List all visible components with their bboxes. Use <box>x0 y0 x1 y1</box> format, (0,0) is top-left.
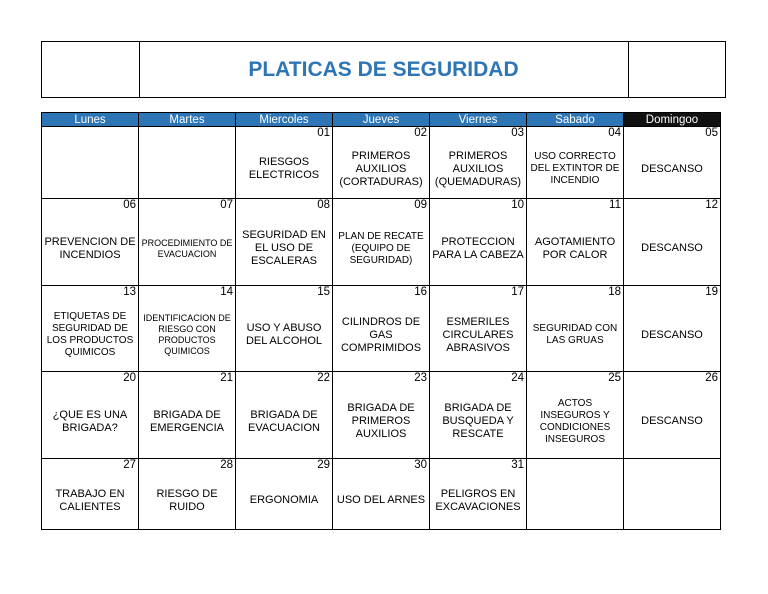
topic-text: BRIGADA DE BUSQUEDA Y RESCATE <box>442 402 514 440</box>
day-cell <box>430 286 527 372</box>
day-number: 14 <box>220 286 233 298</box>
day-cell <box>236 127 333 199</box>
day-header-miercoles: Miercoles <box>236 113 333 127</box>
day-number: 12 <box>705 199 718 211</box>
day-cell <box>624 459 721 530</box>
topic-text: ETIQUETAS DE SEGURIDAD DE LOS PRODUCTOS QUIMICOS <box>46 311 134 358</box>
day-cell <box>624 372 721 459</box>
day-header-row <box>42 113 721 127</box>
day-cell <box>42 199 139 286</box>
day-header-jueves: Jueves <box>333 113 430 127</box>
day-number: 10 <box>511 199 524 211</box>
page-title: PLATICAS DE SEGURIDAD <box>248 58 519 81</box>
title-divider-right <box>628 42 629 97</box>
day-cell <box>527 286 624 372</box>
day-cell <box>527 459 624 530</box>
day-cell <box>333 459 430 530</box>
day-number: 04 <box>608 127 621 139</box>
week-row <box>42 199 721 286</box>
day-header-lunes: Lunes <box>42 113 139 127</box>
topic-text <box>44 140 136 198</box>
day-cell <box>527 372 624 459</box>
day-number: 25 <box>608 372 621 384</box>
topic-text: ¿QUE ES UNA BRIGADA? <box>52 408 128 434</box>
topic-text: ERGONOMIA <box>249 494 319 506</box>
day-cell <box>624 127 721 199</box>
week-row <box>42 459 721 530</box>
topic-text <box>626 472 718 529</box>
topic-text: PELIGROS EN EXCAVACIONES <box>435 487 521 513</box>
day-cell <box>430 372 527 459</box>
day-number: 08 <box>317 199 330 211</box>
week-row <box>42 127 721 199</box>
day-cell <box>236 372 333 459</box>
topic-text: PRIMEROS AUXILIOS (QUEMADURAS) <box>434 149 522 188</box>
day-number: 09 <box>414 199 427 211</box>
topic-text: AGOTAMIENTO POR CALOR <box>534 235 616 261</box>
day-cell <box>333 127 430 199</box>
topic-text: BRIGADA DE PRIMEROS AUXILIOS <box>347 402 415 440</box>
day-number: 18 <box>608 286 621 298</box>
topic-text: IDENTIFICACION DE RIESGO CON PRODUCTOS QUIMICOS <box>143 313 231 356</box>
day-number: 05 <box>705 127 718 139</box>
topic-text: PROCEDIMIENTO DE EVACUACION <box>141 237 233 259</box>
day-header-domingo: Domingoo <box>624 113 721 127</box>
day-number: 17 <box>511 286 524 298</box>
topic-text: PREVENCION DE INCENDIOS <box>44 235 136 261</box>
topic-text: BRIGADA DE EMERGENCIA <box>150 408 224 434</box>
day-number: 02 <box>414 127 427 139</box>
day-cell <box>42 459 139 530</box>
day-cell <box>236 199 333 286</box>
day-cell <box>333 199 430 286</box>
week-row <box>42 286 721 372</box>
day-cell <box>333 286 430 372</box>
day-cell <box>527 127 624 199</box>
title-box <box>41 41 726 98</box>
day-number: 13 <box>123 286 136 298</box>
topic-text: ACTOS INSEGUROS Y CONDICIONES INSEGUROS <box>539 397 611 445</box>
day-number: 15 <box>317 286 330 298</box>
topic-text: USO Y ABUSO DEL ALCOHOL <box>245 322 322 347</box>
topic-text: PROTECCION PARA LA CABEZA <box>432 235 524 261</box>
day-cell <box>430 459 527 530</box>
topic-text: PRIMEROS AUXILIOS (CORTADURAS) <box>339 149 423 188</box>
day-cell <box>42 127 139 199</box>
day-number: 31 <box>511 459 524 471</box>
day-cell <box>42 372 139 459</box>
topic-text: SEGURIDAD EN EL USO DE ESCALERAS <box>242 229 326 267</box>
day-cell <box>139 459 236 530</box>
calendar-table <box>41 112 721 530</box>
day-cell <box>430 199 527 286</box>
day-number: 11 <box>609 199 621 211</box>
topic-text <box>529 472 621 529</box>
day-number: 28 <box>220 459 233 471</box>
day-cell <box>624 286 721 372</box>
topic-text <box>141 140 233 198</box>
day-number: 24 <box>511 372 524 384</box>
day-number: 01 <box>317 127 330 139</box>
topic-text: ESMERILES CIRCULARES ABRASIVOS <box>442 315 514 354</box>
topic-text: DESCANSO <box>641 415 703 427</box>
topic-text: DESCANSO <box>641 328 703 341</box>
day-number: 23 <box>414 372 427 384</box>
day-header-sabado: Sabado <box>527 113 624 127</box>
topic-text: RIESGO DE RUIDO <box>156 487 218 513</box>
topic-text: BRIGADA DE EVACUACION <box>248 408 320 434</box>
day-number: 22 <box>317 372 330 384</box>
topic-text: PLAN DE RECATE (EQUIPO DE SEGURIDAD) <box>338 230 424 266</box>
day-cell <box>236 286 333 372</box>
day-cell <box>624 199 721 286</box>
day-number: 20 <box>123 372 136 384</box>
day-cell <box>333 372 430 459</box>
day-number: 27 <box>123 459 136 471</box>
day-number: 19 <box>705 286 718 298</box>
day-header-viernes: Viernes <box>430 113 527 127</box>
day-cell <box>139 199 236 286</box>
topic-text: USO DEL ARNES <box>336 494 426 506</box>
day-cell <box>527 199 624 286</box>
week-row <box>42 372 721 459</box>
day-number: 30 <box>414 459 427 471</box>
day-number: 03 <box>511 127 524 139</box>
day-header-martes: Martes <box>139 113 236 127</box>
day-number: 06 <box>123 199 136 211</box>
day-number: 07 <box>220 199 233 211</box>
day-cell <box>139 127 236 199</box>
day-cell <box>139 372 236 459</box>
day-number: 16 <box>414 286 427 298</box>
day-number: 21 <box>220 372 233 384</box>
topic-text: USO CORRECTO DEL EXTINTOR DE INCENDIO <box>530 151 620 186</box>
day-cell <box>236 459 333 530</box>
topic-text: SEGURIDAD CON LAS GRUAS <box>532 323 618 346</box>
topic-text: TRABAJO EN CALIENTES <box>55 487 125 513</box>
day-number: 26 <box>705 372 718 384</box>
day-cell <box>42 286 139 372</box>
day-cell <box>139 286 236 372</box>
topic-text: DESCANSO <box>641 162 703 175</box>
topic-text: DESCANSO <box>641 242 703 254</box>
topic-text: CILINDROS DE GAS COMPRIMIDOS <box>340 315 422 354</box>
topic-text: RIESGOS ELECTRICOS <box>248 156 320 181</box>
day-number: 29 <box>317 459 330 471</box>
day-cell <box>430 127 527 199</box>
